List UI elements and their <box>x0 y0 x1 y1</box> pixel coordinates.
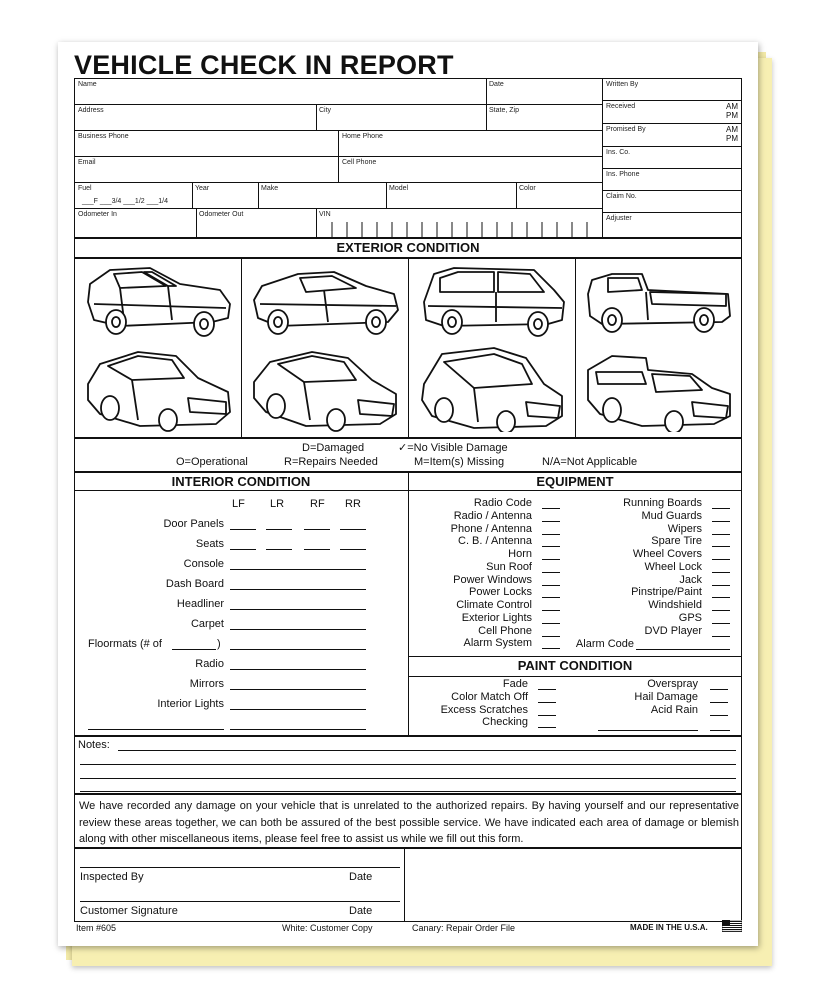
received-ampm[interactable]: AM PM <box>726 102 738 120</box>
paint-extra-label-line[interactable] <box>598 730 698 731</box>
sedan-front-icon[interactable] <box>80 344 236 432</box>
running-boards-label: Running Boards <box>623 497 702 509</box>
state-zip-field[interactable]: State, Zip <box>489 107 519 114</box>
checking-field[interactable] <box>538 727 556 728</box>
climate-control-field[interactable] <box>542 610 560 611</box>
col-rf: RF <box>310 498 325 510</box>
fade-field[interactable] <box>538 689 556 690</box>
col-lr: LR <box>270 498 285 510</box>
address-field[interactable]: Address <box>78 107 104 114</box>
door-panels-rr[interactable] <box>340 529 366 530</box>
customer-signature-line[interactable] <box>80 901 400 902</box>
climate-control-label: Climate Control <box>456 599 532 611</box>
equipment-heading: EQUIPMENT <box>536 474 614 489</box>
checking-label: Checking <box>482 716 528 729</box>
us-flag-icon <box>722 920 742 932</box>
floormats-count[interactable] <box>172 649 216 650</box>
business-phone-field[interactable]: Business Phone <box>78 133 129 140</box>
cell-phone-label: Cell Phone <box>478 624 532 637</box>
cell-phone-field[interactable]: Cell Phone <box>342 159 377 166</box>
claim-no-field[interactable]: Claim No. <box>606 193 637 200</box>
seats-rf[interactable] <box>304 549 330 550</box>
dvd-player-field[interactable] <box>712 636 730 637</box>
mirrors-field[interactable] <box>230 689 366 690</box>
promised-by-field[interactable]: Promised By <box>606 126 646 133</box>
interior-lights-field[interactable] <box>230 709 366 710</box>
name-field[interactable]: Name <box>78 81 97 88</box>
wheel-lock-label: Wheel Lock <box>644 560 702 573</box>
seats-label: Seats <box>195 538 224 550</box>
running-boards-field[interactable] <box>712 508 730 509</box>
received-field[interactable]: Received <box>606 103 636 110</box>
wheel-lock-field[interactable] <box>712 572 730 573</box>
ins-co-field[interactable]: Ins. Co. <box>606 149 631 156</box>
odometer-in-field[interactable]: Odometer In <box>78 211 117 218</box>
headliner-field[interactable] <box>230 609 366 610</box>
pickup-front-icon[interactable] <box>582 344 736 432</box>
power-windows-field[interactable] <box>542 585 560 586</box>
acid-rain-label: Acid Rain <box>650 703 698 716</box>
canary-copy-label: Canary: Repair Order File <box>412 923 516 933</box>
alarm-system-field[interactable] <box>542 648 560 649</box>
item-number: Item #605 <box>76 923 117 933</box>
alarm-system-label: Alarm System <box>463 637 532 650</box>
fade-label: Fade <box>502 678 528 690</box>
notes-label: Notes: <box>78 739 110 751</box>
interior-extra-label-line[interactable] <box>88 729 224 730</box>
home-phone-field[interactable]: Home Phone <box>342 133 383 140</box>
headliner-label: Headliner <box>176 598 224 610</box>
floormats-field[interactable] <box>230 649 366 650</box>
power-windows-label: Power Windows <box>453 573 532 586</box>
cell-phone-field[interactable] <box>542 636 560 637</box>
power-locks-field[interactable] <box>542 597 560 598</box>
interior-heading: INTERIOR CONDITION <box>171 474 311 489</box>
color-match-off-label: Color Match Off <box>451 690 528 703</box>
door-panels-rf[interactable] <box>304 529 330 530</box>
vin-field[interactable]: VIN <box>319 211 331 218</box>
paint-extra-field[interactable] <box>710 730 730 731</box>
radio-code-label: Radio Code <box>473 497 532 509</box>
exterior-lights-label: Exterior Lights <box>461 611 532 624</box>
radio-antenna-label: Radio / Antenna <box>453 509 532 522</box>
carpet-field[interactable] <box>230 629 366 630</box>
hail-damage-field[interactable] <box>710 702 728 703</box>
dash-board-field[interactable] <box>230 589 366 590</box>
wheel-covers-label: Wheel Covers <box>632 548 702 560</box>
year-field[interactable]: Year <box>195 185 210 192</box>
model-field[interactable]: Model <box>389 185 409 192</box>
legend-operational: O=Operational <box>176 456 248 468</box>
legend-no-visible-damage: ✓=No Visible Damage <box>398 442 508 454</box>
make-field[interactable]: Make <box>261 185 279 192</box>
horn-field[interactable] <box>542 559 560 560</box>
fuel-levels[interactable]: ___F ___3/4 ___1/2 ___1/4 <box>82 198 169 205</box>
seats-lr[interactable] <box>266 549 292 550</box>
mirrors-label: Mirrors <box>189 678 224 690</box>
c-b-antenna-label: C. B. / Antenna <box>458 535 532 548</box>
ins-phone-field[interactable]: Ins. Phone <box>606 171 640 178</box>
radio-antenna-field[interactable] <box>542 521 560 522</box>
minivan-front-icon[interactable] <box>414 344 570 432</box>
excess-scratches-field[interactable] <box>538 715 556 716</box>
disclaimer-text: We have recorded any damage on your vehicle that is unrelated to the authorized repairs. By having yourself and our representative review these areas together, we can both be assured of the best possible service. We have indicated each area of damage or blemish along with other miscellaneous items, please feel free to assist us while we fill out this form. <box>79 800 739 845</box>
form-sheet <box>58 42 758 946</box>
exterior-heading: EXTERIOR CONDITION <box>336 240 480 255</box>
door-panels-label: Door Panels <box>163 518 224 530</box>
dash-board-label: Dash Board <box>165 578 224 590</box>
coupe-front-icon[interactable] <box>248 344 402 432</box>
hail-damage-label: Hail Damage <box>634 690 698 703</box>
mud-guards-field[interactable] <box>712 521 730 522</box>
overspray-label: Overspray <box>647 678 698 690</box>
form-title: VEHICLE CHECK IN REPORT <box>74 50 454 80</box>
interior-lights-label: Interior Lights <box>157 698 224 710</box>
console-label: Console <box>183 558 224 570</box>
pinstripe-paint-field[interactable] <box>712 597 730 598</box>
c-b-antenna-field[interactable] <box>542 546 560 547</box>
customer-date-label: Date <box>349 905 373 917</box>
coupe-side-icon[interactable] <box>248 264 402 342</box>
col-rr: RR <box>345 498 361 510</box>
radio-field[interactable] <box>230 669 366 670</box>
spare-tire-label: Spare Tire <box>651 535 702 548</box>
legend-repairs-needed: R=Repairs Needed <box>284 456 378 468</box>
written-by-field[interactable]: Written By <box>606 81 639 88</box>
radio-code-field[interactable] <box>542 508 560 509</box>
radio-label: Radio <box>195 658 224 670</box>
legend-items-missing: M=Item(s) Missing <box>414 456 505 468</box>
color-match-off-field[interactable] <box>538 702 556 703</box>
notes-line-1[interactable] <box>118 750 736 751</box>
overspray-field[interactable] <box>710 689 728 690</box>
wheel-covers-field[interactable] <box>712 559 730 560</box>
wipers-label: Wipers <box>667 522 702 535</box>
carpet-label: Carpet <box>190 618 224 630</box>
wipers-field[interactable] <box>712 534 730 535</box>
sun-roof-label: Sun Roof <box>486 560 532 573</box>
notes-line-4[interactable] <box>80 791 736 792</box>
phone-antenna-label: Phone / Antenna <box>450 522 532 535</box>
city-field[interactable]: City <box>319 107 332 114</box>
color-field[interactable]: Color <box>519 185 536 192</box>
legend-damaged: D=Damaged <box>302 442 365 454</box>
door-panels-lr[interactable] <box>266 529 292 530</box>
horn-label: Horn <box>508 548 532 560</box>
gps-field[interactable] <box>712 623 730 624</box>
windshield-field[interactable] <box>712 610 730 611</box>
sun-roof-field[interactable] <box>542 572 560 573</box>
excess-scratches-label: Excess Scratches <box>440 703 528 716</box>
pickup-side-icon[interactable] <box>582 264 736 342</box>
spare-tire-field[interactable] <box>712 546 730 547</box>
white-copy-label: White: Customer Copy <box>282 923 373 933</box>
email-field[interactable]: Email <box>78 159 96 166</box>
odometer-out-field[interactable]: Odometer Out <box>199 211 244 218</box>
inspected-by-line[interactable] <box>80 867 400 868</box>
floormats-label: Floormats (# of <box>88 638 162 650</box>
acid-rain-field[interactable] <box>710 715 728 716</box>
pinstripe-paint-label: Pinstripe/Paint <box>631 586 702 599</box>
inspected-date-label: Date <box>349 871 373 883</box>
floormats-close: ) <box>217 638 221 650</box>
fuel-field: Fuel <box>78 185 92 192</box>
jack-field[interactable] <box>712 585 730 586</box>
promised-ampm[interactable]: AM PM <box>726 125 738 143</box>
seats-lf[interactable] <box>230 549 256 550</box>
date-field[interactable]: Date <box>489 81 504 88</box>
paint-heading: PAINT CONDITION <box>517 658 633 673</box>
customer-signature-label: Customer Signature <box>80 905 178 917</box>
door-panels-lf[interactable] <box>230 529 256 530</box>
power-locks-label: Power Locks <box>469 586 532 599</box>
legend-not-applicable: N/A=Not Applicable <box>542 456 638 468</box>
alarm-code-field[interactable] <box>636 649 730 650</box>
console-field[interactable] <box>230 569 366 570</box>
mud-guards-label: Mud Guards <box>641 509 702 522</box>
notes-line-2[interactable] <box>80 764 736 765</box>
inspected-by-label: Inspected By <box>80 871 144 883</box>
notes-line-3[interactable] <box>80 778 736 779</box>
sedan-side-icon[interactable] <box>80 262 236 342</box>
minivan-side-icon[interactable] <box>414 262 570 342</box>
interior-extra-field[interactable] <box>230 729 366 730</box>
phone-antenna-field[interactable] <box>542 534 560 535</box>
seats-rr[interactable] <box>340 549 366 550</box>
notes-box <box>74 736 742 794</box>
dvd-player-label: DVD Player <box>644 624 702 637</box>
windshield-label: Windshield <box>648 599 702 611</box>
jack-label: Jack <box>679 573 702 586</box>
gps-label: GPS <box>678 611 702 624</box>
vin-boxes[interactable] <box>316 208 602 238</box>
made-in-usa-label: MADE IN THE U.S.A. <box>630 923 708 932</box>
adjuster-field[interactable]: Adjuster <box>606 215 632 222</box>
exterior-lights-field[interactable] <box>542 623 560 624</box>
col-lf: LF <box>232 498 245 510</box>
alarm-code-label: Alarm Code <box>575 638 634 650</box>
